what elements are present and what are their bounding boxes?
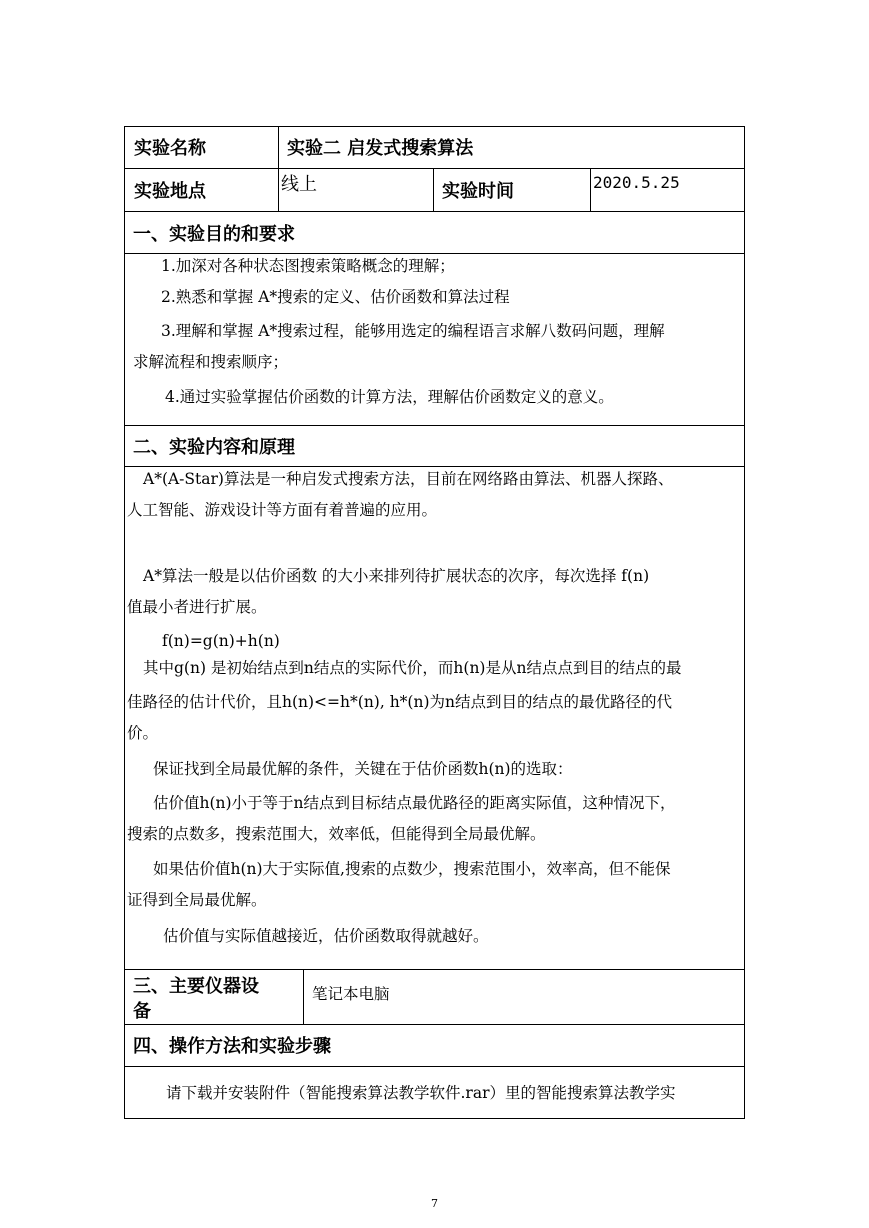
experiment-place-time-row bbox=[125, 169, 744, 212]
section1-body bbox=[125, 254, 744, 426]
section3-title-line1: 三、主要仪器设 bbox=[133, 976, 259, 997]
section2-p3-line2: 佳路径的估计代价，且h(n)<=h*(n), h*(n)为n结点到目的结点的最优路径的代 bbox=[127, 693, 672, 711]
section1-title-row bbox=[125, 212, 744, 254]
section2-p6-line2: 证得到全局最优解。 bbox=[127, 891, 267, 909]
section2-p5-line1: 估价值h(n)小于等于n结点到目标结点最优路径的距离实际值，这种情况下， bbox=[153, 794, 676, 812]
section2-p6-line1: 如果估价值h(n)大于实际值,搜索的点数少，搜索范围小，效率高，但不能保 bbox=[153, 860, 671, 878]
section1-item-3-cont: 求解流程和搜索顺序； bbox=[133, 353, 289, 371]
experiment-place-value: 线上 bbox=[281, 174, 317, 195]
section2-p5-line2: 搜索的点数多，搜索范围大，效率低，但能得到全局最优解。 bbox=[127, 825, 546, 843]
experiment-time-label: 实验时间 bbox=[442, 181, 514, 202]
section2-p3-line3: 价。 bbox=[127, 724, 159, 742]
section1-title: 一、实验目的和要求 bbox=[133, 224, 295, 245]
section2-p3-line1: 其中g(n) 是初始结点到n结点的实际代价，而h(n)是从n结点点到目的结点的最 bbox=[143, 659, 682, 677]
section2-p2-line1: A*算法一般是以估价函数 的大小来排列待扩展状态的次序，每次选择 f(n) bbox=[143, 567, 650, 585]
section2-p7: 估价值与实际值越接近，估价函数取得就越好。 bbox=[163, 927, 489, 945]
section2-title-row bbox=[125, 426, 744, 467]
section3-value: 笔记本电脑 bbox=[312, 985, 390, 1003]
section2-p4: 保证找到全局最优解的条件，关键在于估价函数h(n)的选取： bbox=[153, 760, 573, 778]
section4-title: 四、操作方法和实验步骤 bbox=[133, 1036, 331, 1057]
section2-body bbox=[125, 467, 744, 970]
section2-p1-line2: 人工智能、游戏设计等方面有着普遍的应用。 bbox=[127, 501, 438, 519]
section2-p2-line2: 值最小者进行扩展。 bbox=[127, 598, 267, 616]
section1-item-4: 4.通过实验掌握估价函数的计算方法，理解估价函数定义的意义。 bbox=[165, 388, 614, 406]
section1-item-2: 2.熟悉和掌握 A*搜索的定义、估价函数和算法过程 bbox=[161, 288, 510, 306]
experiment-time-value: 2020.5.25 bbox=[593, 173, 680, 192]
section4-title-row bbox=[125, 1025, 744, 1067]
experiment-name-value: 实验二 启发式搜索算法 bbox=[287, 138, 474, 159]
section2-formula: f(n)=g(n)+h(n) bbox=[162, 632, 280, 650]
section2-title: 二、实验内容和原理 bbox=[133, 437, 295, 458]
page-number: 7 bbox=[431, 1197, 438, 1210]
section4-body bbox=[125, 1067, 744, 1118]
section1-item-1: 1.加深对各种状态图搜索策略概念的理解； bbox=[161, 257, 455, 275]
section3-row bbox=[125, 970, 744, 1025]
section1-item-3: 3.理解和掌握 A*搜索过程，能够用选定的编程语言求解八数码问题，理解 bbox=[161, 322, 665, 340]
experiment-name-row bbox=[125, 127, 744, 169]
experiment-name-label: 实验名称 bbox=[134, 138, 206, 159]
section2-p1-line1: A*(A-Star)算法是一种启发式搜索方法，目前在网络路由算法、机器人探路、 bbox=[143, 470, 674, 488]
experiment-place-label: 实验地点 bbox=[134, 181, 206, 202]
section4-text: 请下载并安装附件（智能搜索算法教学软件.rar）里的智能搜索算法教学实 bbox=[166, 1084, 676, 1102]
experiment-report-table bbox=[124, 126, 745, 1119]
section3-title-line2: 备 bbox=[133, 1001, 151, 1022]
